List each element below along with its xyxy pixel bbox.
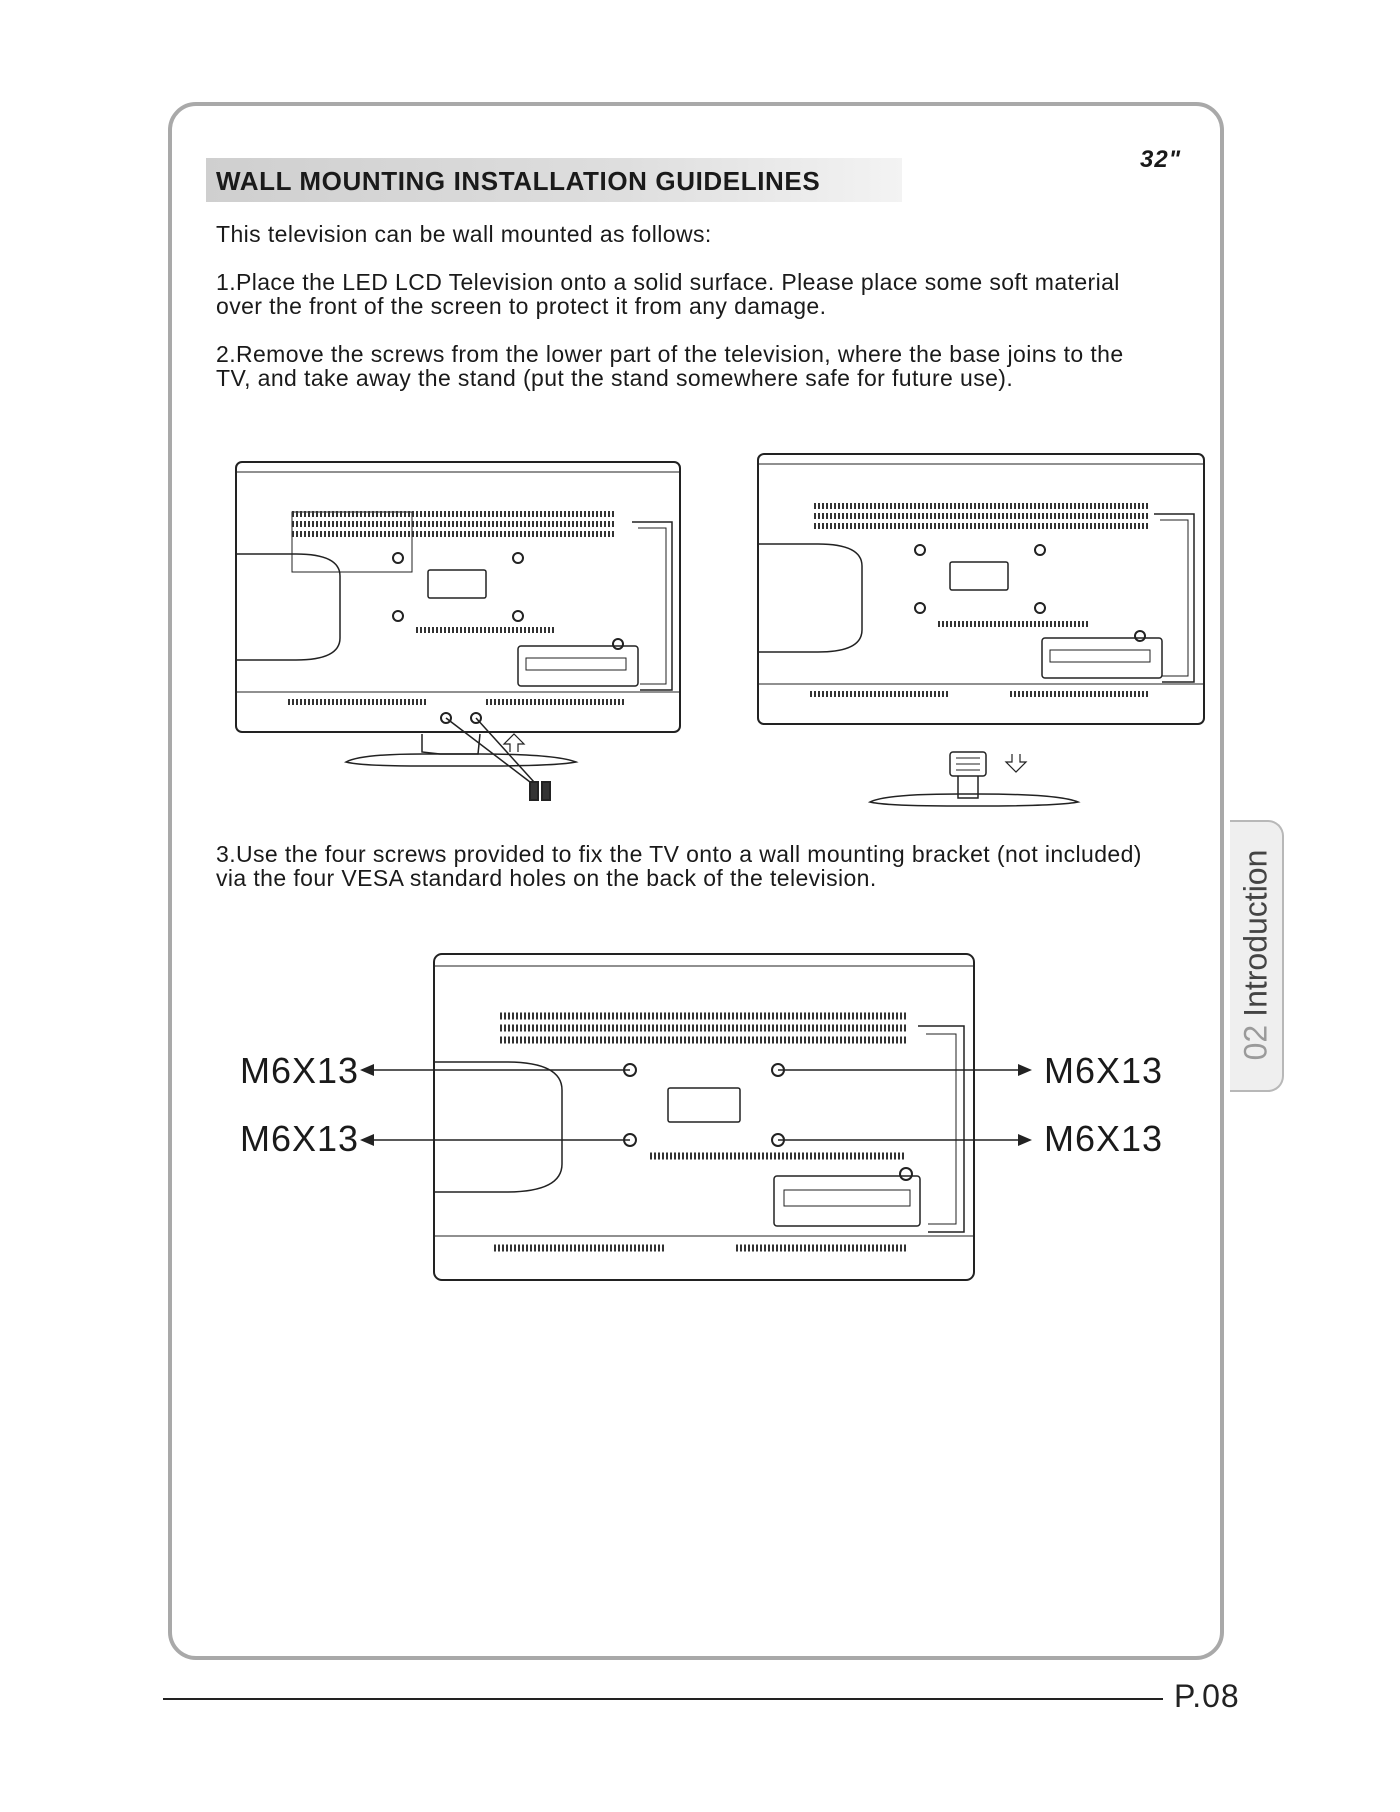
section-name: Introduction <box>1237 849 1274 1017</box>
screw-label-bottom-left: M6X13 <box>240 1118 360 1159</box>
tv-back-stand-removed-diagram <box>758 454 1210 814</box>
step2-line1: 2.Remove the screws from the lower part of the television, where the base joins to the <box>216 341 1124 367</box>
page-number: P.08 <box>1174 1678 1240 1714</box>
screw-label-top-left: M6X13 <box>240 1050 360 1091</box>
model-size: 32" <box>1140 146 1182 173</box>
step1-line2: over the front of the screen to protect it from any damage. <box>216 293 827 319</box>
section-number: 02 <box>1237 1024 1274 1061</box>
footer-rule <box>163 1698 1163 1700</box>
screw-label-top-right: M6X13 <box>1044 1050 1164 1091</box>
screw-label-bottom-right: M6X13 <box>1044 1118 1164 1159</box>
step3-line2: via the four VESA standard holes on the back of the television. <box>216 865 877 891</box>
section-tab-label <box>1238 850 1275 1061</box>
step2-line2: TV, and take away the stand (put the stand somewhere safe for future use). <box>216 365 1014 391</box>
page-title: WALL MOUNTING INSTALLATION GUIDELINES <box>216 166 821 196</box>
vesa-screw-diagram <box>366 954 1030 1288</box>
step3-line1: 3.Use the four screws provided to fix the TV onto a wall mounting bracket (not included) <box>216 841 1142 867</box>
step1-line1: 1.Place the LED LCD Television onto a solid surface. Please place some soft material <box>216 269 1120 295</box>
intro-text: This television can be wall mounted as follows: <box>216 221 712 247</box>
tv-back-with-stand-diagram <box>236 462 686 807</box>
